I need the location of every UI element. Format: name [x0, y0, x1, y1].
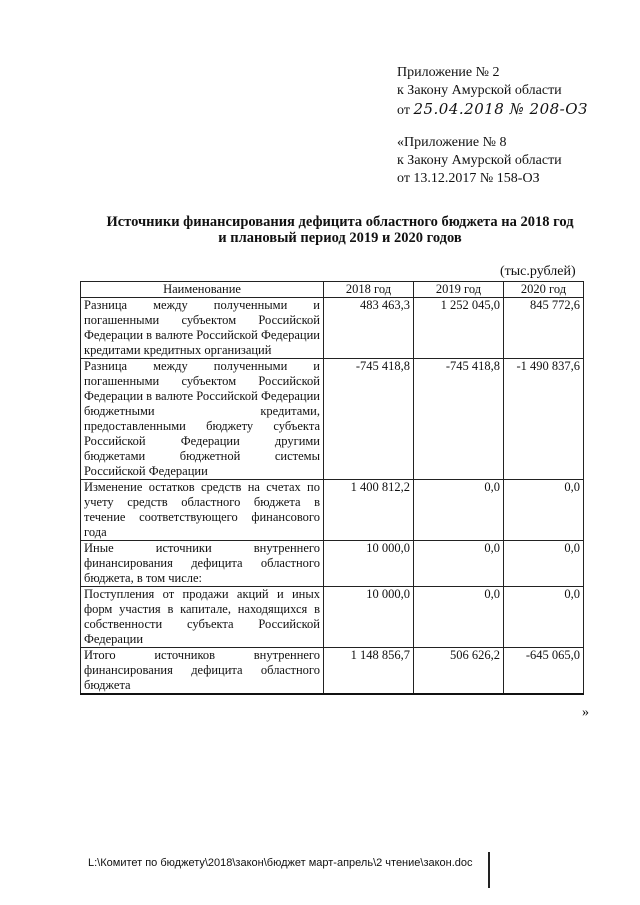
header-2018: 2018 год	[324, 282, 414, 298]
previous-date: от 13.12.2017 № 158-ОЗ	[397, 171, 540, 186]
financing-sources-table	[80, 281, 584, 695]
adoption-date	[397, 100, 588, 120]
appendix-number: Приложение № 2	[397, 65, 500, 80]
value-2018: 10 000,0	[324, 541, 414, 587]
value-2019: 0,0	[414, 541, 504, 587]
value-2018: 483 463,3	[324, 298, 414, 359]
table-row	[81, 541, 584, 587]
title-line-2: и плановый период 2019 и 2020 годов	[218, 230, 462, 246]
value-2018: 1 400 812,2	[324, 480, 414, 541]
table-row-total	[81, 648, 584, 695]
closing-quote: »	[582, 705, 589, 720]
header-name: Наименование	[81, 282, 324, 298]
value-2019: 0,0	[414, 480, 504, 541]
value-2020: 0,0	[504, 480, 584, 541]
row-name: Разница между полученными и погашенными субъектом Российской Федерации в валюте Российской Федерации бюджетными кредитами, предоставленными бюджету субъекта Российской Федерации другими бюджетами бюджетной системы Российской Федерации	[81, 359, 324, 480]
file-path-footer: L:\Комитет по бюджету\2018\закон\бюджет март-апрель\2 чтение\закон.doc	[88, 857, 473, 869]
row-name: Разница между полученными и погашенными субъектом Российской Федерации в валюте Российской Федерации кредитами кредитных организаций	[81, 298, 324, 359]
table-header-row	[81, 282, 584, 298]
value-2020: -645 065,0	[504, 648, 584, 695]
value-2019: 0,0	[414, 587, 504, 648]
law-reference: к Закону Амурской области	[397, 83, 562, 98]
table-row	[81, 587, 584, 648]
row-name: Иные источники внутреннего финансирования дефицита областного бюджета, в том числе:	[81, 541, 324, 587]
units-label: (тыс.рублей)	[500, 264, 576, 279]
value-2018: -745 418,8	[324, 359, 414, 480]
row-name: Изменение остатков средств на счетах по учету средств областного бюджета в течение соответствующего финансового года	[81, 480, 324, 541]
table-row	[81, 298, 584, 359]
value-2020: 845 772,6	[504, 298, 584, 359]
table-row	[81, 480, 584, 541]
value-2018: 1 148 856,7	[324, 648, 414, 695]
value-2019: 506 626,2	[414, 648, 504, 695]
value-2019: 1 252 045,0	[414, 298, 504, 359]
value-2018: 10 000,0	[324, 587, 414, 648]
value-2020: -1 490 837,6	[504, 359, 584, 480]
value-2020: 0,0	[504, 541, 584, 587]
previous-appendix-number: «Приложение № 8	[397, 135, 507, 150]
value-2019: -745 418,8	[414, 359, 504, 480]
previous-law-reference: к Закону Амурской области	[397, 153, 562, 168]
appendix-header	[397, 64, 588, 120]
header-2020: 2020 год	[504, 282, 584, 298]
title-line-1: Источники финансирования дефицита областного бюджета на 2018 год	[106, 214, 574, 230]
scan-mark	[488, 852, 490, 888]
row-name: Поступления от продажи акций и иных форм участия в капитале, находящихся в собственности субъекта Российской Федерации	[81, 587, 324, 648]
date-prefix: от	[397, 103, 414, 118]
table-row	[81, 359, 584, 480]
document-title	[60, 214, 620, 246]
header-2019: 2019 год	[414, 282, 504, 298]
value-2020: 0,0	[504, 587, 584, 648]
previous-appendix-header	[397, 134, 562, 188]
handwritten-date: 25.04.2018 № 208-ОЗ	[413, 100, 588, 118]
row-name: Итого источников внутреннего финансирования дефицита областного бюджета	[81, 648, 324, 695]
